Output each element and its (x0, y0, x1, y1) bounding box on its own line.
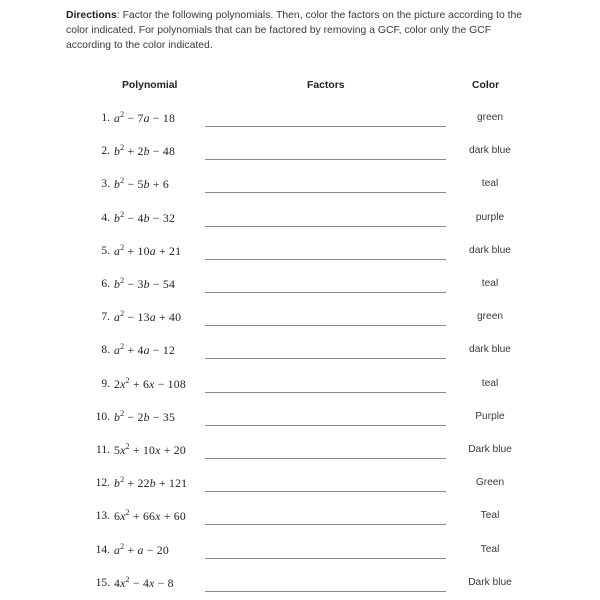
factors-answer-blank[interactable] (205, 226, 446, 227)
factors-answer-blank[interactable] (205, 558, 446, 559)
problem-row (0, 141, 600, 171)
factors-answer-blank[interactable] (205, 259, 446, 260)
polynomial-expression: $b^2 - 3b - 54$ (114, 276, 176, 291)
polynomial-expression: $a^2 + 10a + 21$ (114, 242, 182, 258)
problem-number: 9. (101, 377, 110, 390)
factors-answer-blank[interactable] (205, 325, 446, 326)
polynomial-expression: $6x^2 + 66x + 60$ (114, 508, 186, 524)
factors-answer-blank[interactable] (205, 192, 446, 193)
color-label: green (476, 311, 504, 323)
problem-number: 8. (101, 344, 110, 357)
polynomial-expression: $a^2 + a - 20$ (114, 541, 169, 557)
color-label: dark blue (469, 145, 511, 157)
color-label: dark blue (469, 344, 511, 356)
color-label: purple (475, 211, 505, 223)
problem-row (0, 473, 600, 503)
problem-row (0, 108, 600, 138)
color-label: Teal (480, 543, 500, 555)
color-label: Dark blue (468, 444, 512, 455)
problem-row (0, 506, 600, 536)
factors-answer-blank[interactable] (205, 524, 446, 525)
directions-label: Directions (66, 10, 117, 21)
problem-number: 3. (101, 178, 110, 191)
problem-row (0, 208, 600, 238)
problem-number: 1. (101, 112, 110, 124)
problem-number: 5. (101, 244, 110, 257)
problem-number: 13. (95, 510, 110, 523)
polynomial-expression: $b^2 - 2b - 35$ (114, 408, 176, 424)
column-header-factors: Factors (307, 80, 345, 91)
polynomial-expression: $4x^2 - 4x - 8$ (114, 574, 174, 590)
problem-number: 12. (95, 477, 110, 490)
problem-number: 11. (96, 444, 110, 456)
polynomial-expression: $b^2 + 22b + 121$ (114, 475, 188, 491)
problem-row (0, 174, 600, 204)
polynomial-expression: $b^2 - 5b + 6$ (114, 176, 169, 192)
problem-number: 14. (95, 543, 110, 556)
color-label: Purple (475, 410, 505, 422)
problem-row (0, 540, 600, 570)
factors-answer-blank[interactable] (205, 591, 446, 592)
problem-row (0, 407, 600, 437)
problem-row (0, 374, 600, 404)
problem-row (0, 340, 600, 370)
problem-row (0, 440, 600, 470)
column-header-polynomial: Polynomial (122, 80, 178, 91)
problem-number: 4. (101, 211, 110, 224)
polynomial-expression: $b^2 - 4b - 32$ (114, 209, 176, 225)
problem-number: 10. (95, 410, 110, 423)
color-label: teal (481, 178, 499, 190)
factors-answer-blank[interactable] (205, 491, 446, 492)
factors-answer-blank[interactable] (205, 458, 446, 459)
problem-number: 2. (101, 145, 110, 158)
color-label: green (476, 112, 504, 123)
factors-answer-blank[interactable] (205, 159, 446, 160)
factors-answer-blank[interactable] (205, 292, 446, 293)
problem-row (0, 307, 600, 337)
directions-text: : Factor the following polynomials. Then, color the factors on the picture according to the color indicated. For polynomials that can be factored by removing a GCF, color only the GCF according to the color indicated. (66, 10, 523, 52)
color-label: Teal (480, 510, 500, 522)
polynomial-expression: $5x^2 + 10x + 20$ (114, 442, 186, 457)
color-label: dark blue (469, 244, 511, 256)
polynomial-expression: $a^2 + 4a - 12$ (114, 342, 176, 358)
polynomial-expression: $a^2 - 13a + 40$ (114, 309, 182, 325)
problem-number: 7. (101, 311, 110, 324)
polynomial-expression: $b^2 + 2b - 48$ (114, 143, 176, 159)
color-label: Dark blue (468, 576, 512, 588)
problem-row (0, 573, 600, 600)
color-label: Green (475, 477, 505, 489)
color-label: teal (481, 377, 499, 389)
factors-answer-blank[interactable] (205, 425, 446, 426)
directions-paragraph (66, 8, 528, 54)
problem-row (0, 274, 600, 304)
polynomial-expression: $2x^2 + 6x - 108$ (114, 375, 186, 391)
problem-row (0, 241, 600, 271)
factors-answer-blank[interactable] (205, 126, 446, 127)
polynomial-expression: $a^2 - 7a - 18$ (114, 110, 176, 125)
factors-answer-blank[interactable] (205, 392, 446, 393)
problem-number: 6. (101, 278, 110, 290)
factors-answer-blank[interactable] (205, 358, 446, 359)
color-label: teal (481, 278, 499, 289)
column-header-color: Color (472, 80, 500, 91)
problem-number: 15. (95, 576, 110, 589)
